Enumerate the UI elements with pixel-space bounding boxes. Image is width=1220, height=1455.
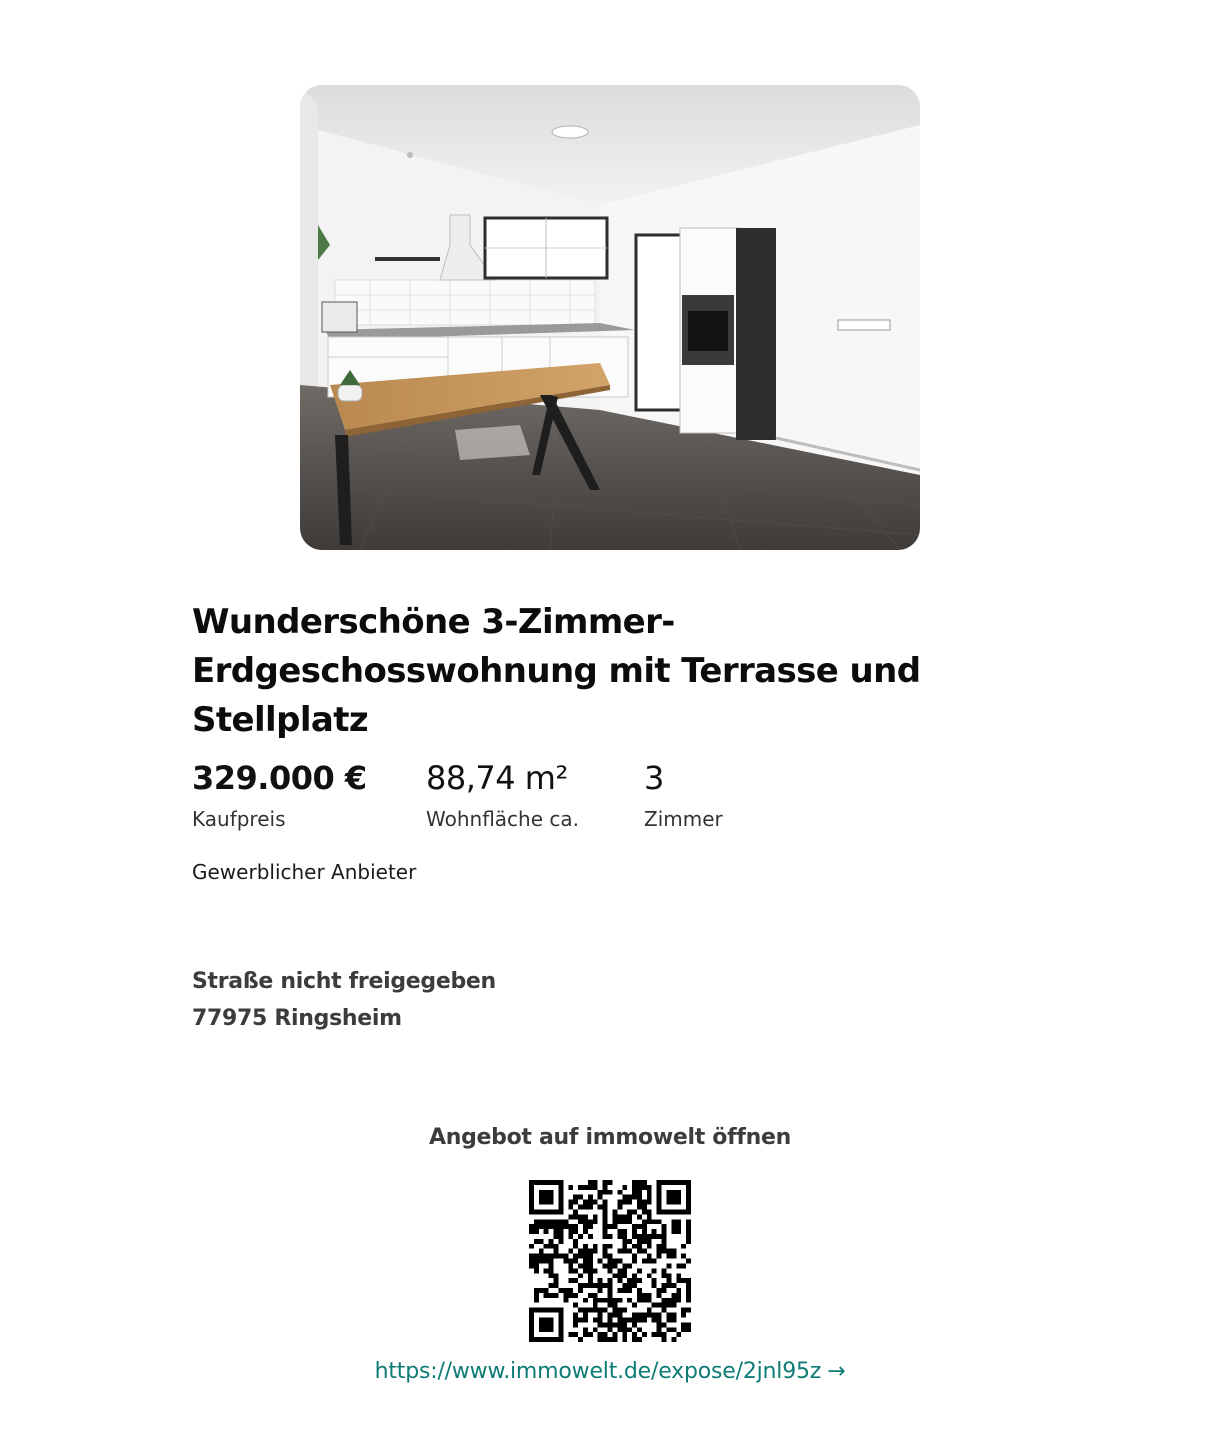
price-fact xyxy=(192,757,367,832)
key-facts xyxy=(192,757,952,837)
rooms-value: 3 xyxy=(644,759,664,797)
open-offer-heading: Angebot auf immowelt öffnen xyxy=(428,1125,791,1150)
address-street: Straße nicht freigegeben xyxy=(192,969,496,994)
rooms-label: Zimmer xyxy=(644,807,723,831)
arrow-right-icon: → xyxy=(827,1359,846,1384)
kitchen-image xyxy=(300,85,920,550)
address-block xyxy=(192,963,496,1037)
qr-code-icon xyxy=(529,1180,691,1342)
offer-link-text: https://www.immowelt.de/expose/2jnl95z xyxy=(374,1359,822,1384)
area-label: Wohnfläche ca. xyxy=(426,807,579,831)
qr-code[interactable] xyxy=(529,1180,691,1342)
address-city: 77975 Ringsheim xyxy=(192,1006,402,1031)
price-label: Kaufpreis xyxy=(192,807,286,831)
area-fact xyxy=(426,757,579,832)
provider-type: Gewerblicher Anbieter xyxy=(192,860,417,884)
price-value: 329.000 € xyxy=(192,759,367,797)
area-value: 88,74 m² xyxy=(426,759,568,797)
listing-title: Wunderschöne 3-Zimmer-Erdgeschosswohnung mit Terrasse und Stellplatz xyxy=(192,602,921,740)
listing-photo xyxy=(300,85,920,550)
rooms-fact xyxy=(644,757,723,832)
offer-link[interactable] xyxy=(0,1357,1220,1387)
